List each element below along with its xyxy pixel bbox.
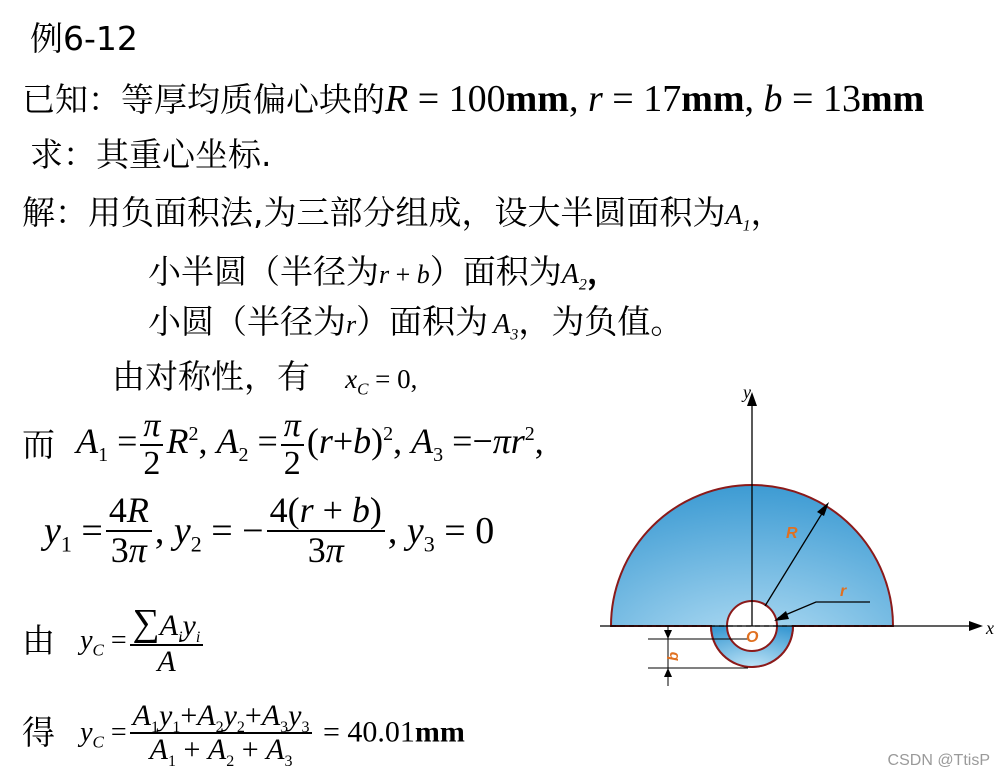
watermark: CSDN @TtisP xyxy=(887,752,990,769)
ask-line: 求：其重心坐标. xyxy=(30,135,272,174)
solution-line-1: 解：用负面积法,为三部分组成，设大半圆面积为$A_1$， xyxy=(22,193,784,235)
solution-line-2: 小半圆（半径为r + b）面积为$A_2$， xyxy=(148,252,620,294)
centroid-result: 得 $y_C$ = $\frac{A_1y_1+A_2y_2+A_3y_3}{A_1 + A_2 + A_3}$ = 40.01mm xyxy=(22,699,465,770)
R-label: R xyxy=(786,525,798,542)
area-formulas: 而 $A_1$ = $\frac{\pi}{2}$ $R^2$, $A_2$ = $\frac{\pi}{2}$ $(r+b)^2$, $A_3 =-\pi r^2$, xyxy=(22,407,544,482)
axis-y-label: y xyxy=(743,382,751,402)
centroid-formula: 由 $y_C$ = $\frac{\sum A_iy_i}{A}$ xyxy=(22,604,206,677)
origin-label: O xyxy=(746,629,759,646)
solution-line-4: 由对称性，有 $x_C = 0$, xyxy=(112,357,418,399)
given-prefix: 已知：等厚均质偏心块的 xyxy=(22,80,385,119)
eccentric-block-diagram xyxy=(600,378,1000,700)
r-label: r xyxy=(840,583,847,600)
axis-x-label: x xyxy=(986,618,994,638)
x-axis-arrow xyxy=(969,621,983,631)
given-line: 已知：等厚均质偏心块的R = 100mm, r = 17mm, b = 13mm xyxy=(22,78,925,120)
b-label: b xyxy=(665,651,682,661)
example-title: 例6-12 xyxy=(30,19,138,58)
solution-line-3: 小圆（半径为r）面积为 $A_3$，为负值。 xyxy=(148,302,684,344)
y-formulas: $y_1$ = $\frac{4R}{3\pi}$ , $y_2$ = − $\frac{4(r + b)}{3\pi}$ , $y_3 = 0$ xyxy=(44,490,495,570)
